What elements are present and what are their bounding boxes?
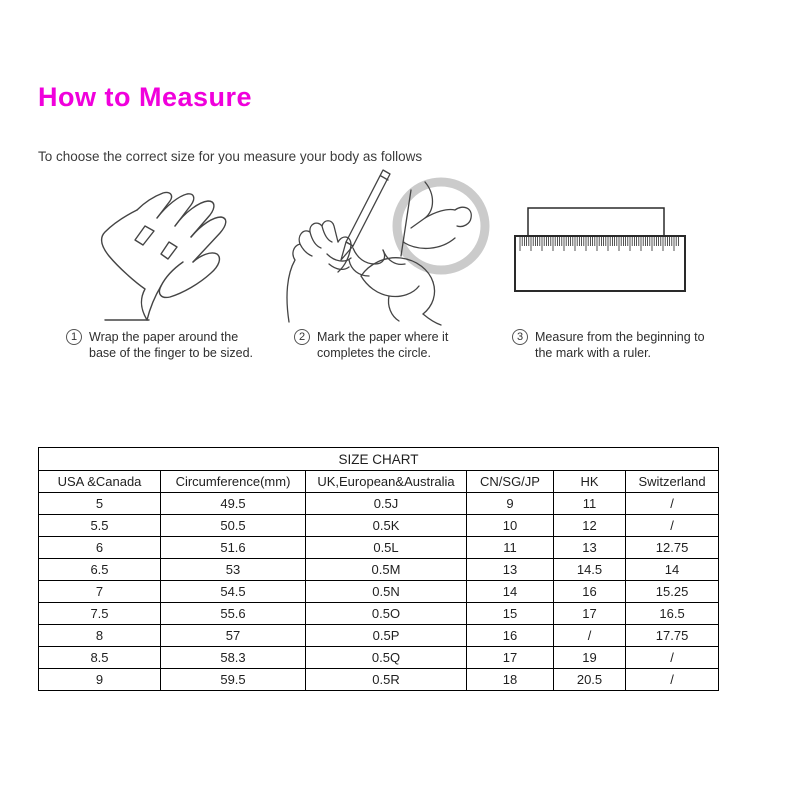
column-header-cn-sg-jp: CN/SG/JP bbox=[467, 471, 554, 493]
table-row bbox=[39, 515, 719, 537]
size-cell: 49.5 bbox=[161, 493, 306, 515]
size-cell: 20.5 bbox=[554, 669, 626, 691]
size-cell: 13 bbox=[467, 559, 554, 581]
size-cell: 6 bbox=[39, 537, 161, 559]
size-cell: 0.5Q bbox=[306, 647, 467, 669]
size-cell: 58.3 bbox=[161, 647, 306, 669]
size-cell: 14 bbox=[467, 581, 554, 603]
table-row bbox=[39, 603, 719, 625]
size-cell: 0.5M bbox=[306, 559, 467, 581]
step-item-2 bbox=[294, 329, 448, 361]
table-row bbox=[39, 625, 719, 647]
step-number-badge: 2 bbox=[294, 329, 310, 345]
step-caption-line2: base of the finger to be sized. bbox=[89, 346, 253, 360]
size-cell: 6.5 bbox=[39, 559, 161, 581]
step-caption-line2: completes the circle. bbox=[317, 346, 431, 360]
size-cell: 16 bbox=[467, 625, 554, 647]
size-cell: 15 bbox=[467, 603, 554, 625]
size-cell: 9 bbox=[467, 493, 554, 515]
size-cell: 7.5 bbox=[39, 603, 161, 625]
size-cell: 5 bbox=[39, 493, 161, 515]
size-cell: 17 bbox=[467, 647, 554, 669]
size-cell: 16 bbox=[554, 581, 626, 603]
step-caption-line1: Measure from the beginning to bbox=[535, 330, 705, 344]
size-cell: 19 bbox=[554, 647, 626, 669]
size-cell: 17.75 bbox=[626, 625, 719, 647]
step-caption bbox=[317, 329, 448, 361]
size-chart-table bbox=[38, 447, 719, 691]
step-item-3 bbox=[512, 329, 705, 361]
column-header-switzerland: Switzerland bbox=[626, 471, 719, 493]
step-caption-line1: Wrap the paper around the bbox=[89, 330, 239, 344]
size-cell: 18 bbox=[467, 669, 554, 691]
step-caption-line2: the mark with a ruler. bbox=[535, 346, 652, 360]
page-subtitle: To choose the correct size for you measure your body as follows bbox=[38, 149, 423, 164]
size-cell: 16.5 bbox=[626, 603, 719, 625]
size-cell: / bbox=[554, 625, 626, 647]
step-item-1 bbox=[66, 329, 253, 361]
size-cell: 0.5R bbox=[306, 669, 467, 691]
size-cell: / bbox=[626, 647, 719, 669]
size-cell: 9 bbox=[39, 669, 161, 691]
size-cell: 8.5 bbox=[39, 647, 161, 669]
column-header-circumference: Circumference(mm) bbox=[161, 471, 306, 493]
size-cell: 15.25 bbox=[626, 581, 719, 603]
size-cell: 14 bbox=[626, 559, 719, 581]
size-cell: 51.6 bbox=[161, 537, 306, 559]
ruler-illustration-icon bbox=[512, 205, 690, 295]
size-cell: 0.5K bbox=[306, 515, 467, 537]
size-cell: 55.6 bbox=[161, 603, 306, 625]
step-caption bbox=[535, 329, 705, 361]
size-cell: 0.5N bbox=[306, 581, 467, 603]
column-header-uk-europe-australia: UK,European&Australia bbox=[306, 471, 467, 493]
size-cell: 53 bbox=[161, 559, 306, 581]
size-chart-title-row bbox=[39, 448, 719, 471]
table-row bbox=[39, 559, 719, 581]
size-cell: 5.5 bbox=[39, 515, 161, 537]
hand-mark-illustration-icon bbox=[283, 164, 495, 326]
size-cell: 54.5 bbox=[161, 581, 306, 603]
size-cell: 8 bbox=[39, 625, 161, 647]
size-cell: / bbox=[626, 669, 719, 691]
size-cell: 10 bbox=[467, 515, 554, 537]
table-row bbox=[39, 647, 719, 669]
size-cell: 59.5 bbox=[161, 669, 306, 691]
size-cell: / bbox=[626, 515, 719, 537]
step-number-badge: 3 bbox=[512, 329, 528, 345]
size-cell: / bbox=[626, 493, 719, 515]
column-header-hk: HK bbox=[554, 471, 626, 493]
size-cell: 12.75 bbox=[626, 537, 719, 559]
table-row bbox=[39, 493, 719, 515]
size-chart-header-row bbox=[39, 471, 719, 493]
size-cell: 50.5 bbox=[161, 515, 306, 537]
size-cell: 0.5P bbox=[306, 625, 467, 647]
size-cell: 57 bbox=[161, 625, 306, 647]
size-chart-title: SIZE CHART bbox=[39, 448, 719, 471]
step-caption-line1: Mark the paper where it bbox=[317, 330, 449, 344]
size-cell: 11 bbox=[554, 493, 626, 515]
table-row bbox=[39, 669, 719, 691]
size-cell: 13 bbox=[554, 537, 626, 559]
size-cell: 0.5L bbox=[306, 537, 467, 559]
size-cell: 0.5J bbox=[306, 493, 467, 515]
size-cell: 11 bbox=[467, 537, 554, 559]
table-row bbox=[39, 581, 719, 603]
size-cell: 12 bbox=[554, 515, 626, 537]
step-number-badge: 1 bbox=[66, 329, 82, 345]
size-cell: 0.5O bbox=[306, 603, 467, 625]
size-cell: 14.5 bbox=[554, 559, 626, 581]
table-row bbox=[39, 537, 719, 559]
size-cell: 17 bbox=[554, 603, 626, 625]
size-cell: 7 bbox=[39, 581, 161, 603]
hand-wrap-illustration-icon bbox=[75, 172, 275, 322]
step-caption bbox=[89, 329, 253, 361]
page-title: How to Measure bbox=[38, 82, 253, 112]
column-header-usa-canada: USA &Canada bbox=[39, 471, 161, 493]
